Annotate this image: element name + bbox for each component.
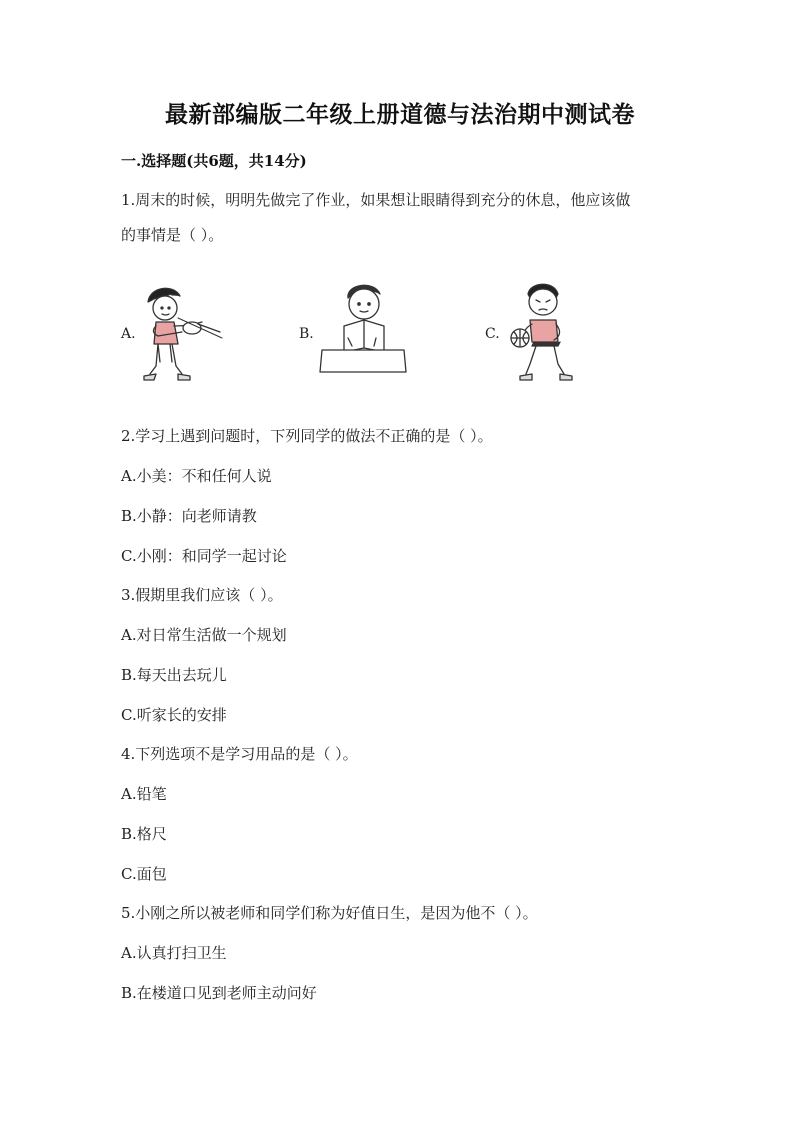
section-heading: 一.选择题(共6题，共14分): [121, 152, 307, 170]
question-4-stem: 4.下列选项不是学习用品的是（ ）。: [121, 745, 358, 763]
boy-playing-basketball-icon: [506, 280, 582, 384]
page-title: 最新部编版二年级上册道德与法治期中测试卷: [165, 101, 635, 128]
question-2-stem: 2.学习上遇到问题时，下列同学的做法不正确的是（ ）。: [121, 427, 493, 445]
question-1-stem-line-1: 1.周末的时候，明明先做完了作业，如果想让眼睛得到充分的休息，他应该做: [121, 191, 631, 209]
question-4-option-c: C.面包: [121, 865, 167, 883]
question-3-option-b: B.每天出去玩儿: [121, 666, 227, 684]
question-1-option-c-label: C.: [485, 326, 500, 342]
question-2-option-a: A.小美：不和任何人说: [121, 467, 272, 485]
question-5-option-a: A.认真打扫卫生: [121, 944, 227, 962]
question-5-stem: 5.小刚之所以被老师和同学们称为好值日生，是因为他不（ ）。: [121, 904, 538, 922]
question-3-option-c: C.听家长的安排: [121, 706, 227, 724]
question-5-option-b: B.在楼道口见到老师主动问好: [121, 984, 317, 1002]
question-4-option-a: A.铅笔: [121, 785, 167, 803]
question-3-stem: 3.假期里我们应该（ ）。: [121, 586, 283, 604]
question-1-option-b-label: B.: [299, 326, 314, 342]
question-2-option-c: C.小刚：和同学一起讨论: [121, 547, 287, 565]
boy-playing-violin-icon: [138, 282, 226, 386]
boy-reading-book-icon: [318, 280, 410, 376]
question-4-option-b: B.格尺: [121, 825, 167, 843]
question-1-stem-line-2: 的事情是（ ）。: [121, 226, 224, 244]
question-2-option-b: B.小静：向老师请教: [121, 507, 257, 525]
question-3-option-a: A.对日常生活做一个规划: [121, 626, 287, 644]
question-1-option-a-label: A.: [121, 326, 136, 342]
